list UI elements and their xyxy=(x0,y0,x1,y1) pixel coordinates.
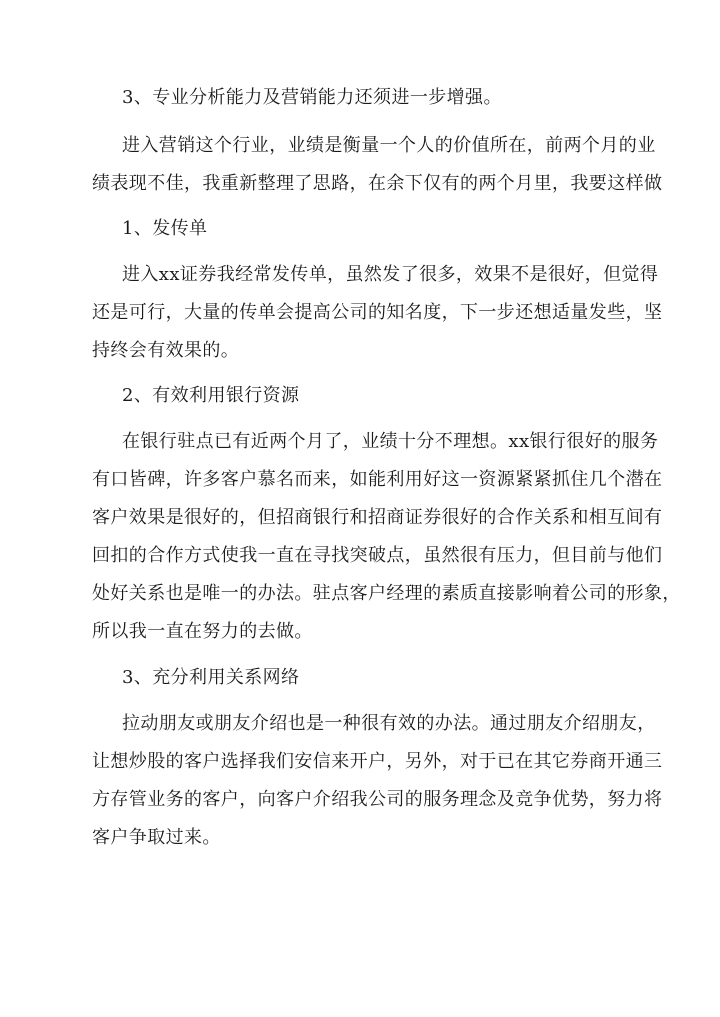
paragraph-line: 在银行驻点已有近两个月了，业绩十分不理想。xx银行很好的服务 xyxy=(122,431,659,452)
paragraph-line: 客户争取过来。 xyxy=(92,827,221,848)
heading-text: 3、专业分析能力及营销能力还须进一步增强。 xyxy=(122,87,502,108)
paragraph xyxy=(92,705,663,857)
paragraph-line: 有口皆碑，许多客户慕名而来，如能利用好这一资源紧紧抓住几个潜在 xyxy=(92,469,663,490)
section-heading xyxy=(92,377,652,415)
paragraph-line: 方存管业务的客户，向客户介绍我公司的服务理念及竞争优势，努力将 xyxy=(92,789,663,810)
section-heading xyxy=(92,79,652,117)
paragraph-line: 持终会有效果的。 xyxy=(92,340,240,361)
paragraph xyxy=(92,127,663,203)
paragraph-line: 所以我一直在努力的去做。 xyxy=(92,621,313,642)
heading-text: 3、充分利用关系网络 xyxy=(122,667,300,688)
paragraph-line: 拉动朋友或朋友介绍也是一种很有效的办法。通过朋友介绍朋友， xyxy=(122,713,656,734)
paragraph-line: 绩表现不佳，我重新整理了思路，在余下仅有的两个月里，我要这样做 xyxy=(92,173,663,194)
paragraph-line: 进入营销这个行业，业绩是衡量一个人的价值所在，前两个月的业 xyxy=(122,135,656,156)
paragraph-line: 客户效果是很好的，但招商银行和招商证券很好的合作关系和相互间有 xyxy=(92,507,663,528)
paragraph xyxy=(92,256,663,370)
section-heading xyxy=(92,210,652,248)
paragraph-line: 还是可行，大量的传单会提高公司的知名度，下一步还想适量发些，坚 xyxy=(92,302,663,323)
paragraph-line: 回扣的合作方式使我一直在寻找突破点，虽然很有压力，但目前与他们 xyxy=(92,545,663,566)
paragraph-line: 让想炒股的客户选择我们安信来开户，另外，对于已在其它券商开通三 xyxy=(92,751,663,772)
paragraph-line: 进入xx证券我经常发传单，虽然发了很多，效果不是很好，但觉得 xyxy=(122,264,659,285)
heading-text: 2、有效利用银行资源 xyxy=(122,385,300,406)
section-heading xyxy=(92,659,652,697)
heading-text: 1、发传单 xyxy=(122,218,208,239)
paragraph-line: 处好关系也是唯一的办法。驻点客户经理的素质直接影响着公司的形象， xyxy=(92,583,681,604)
paragraph xyxy=(92,423,681,651)
